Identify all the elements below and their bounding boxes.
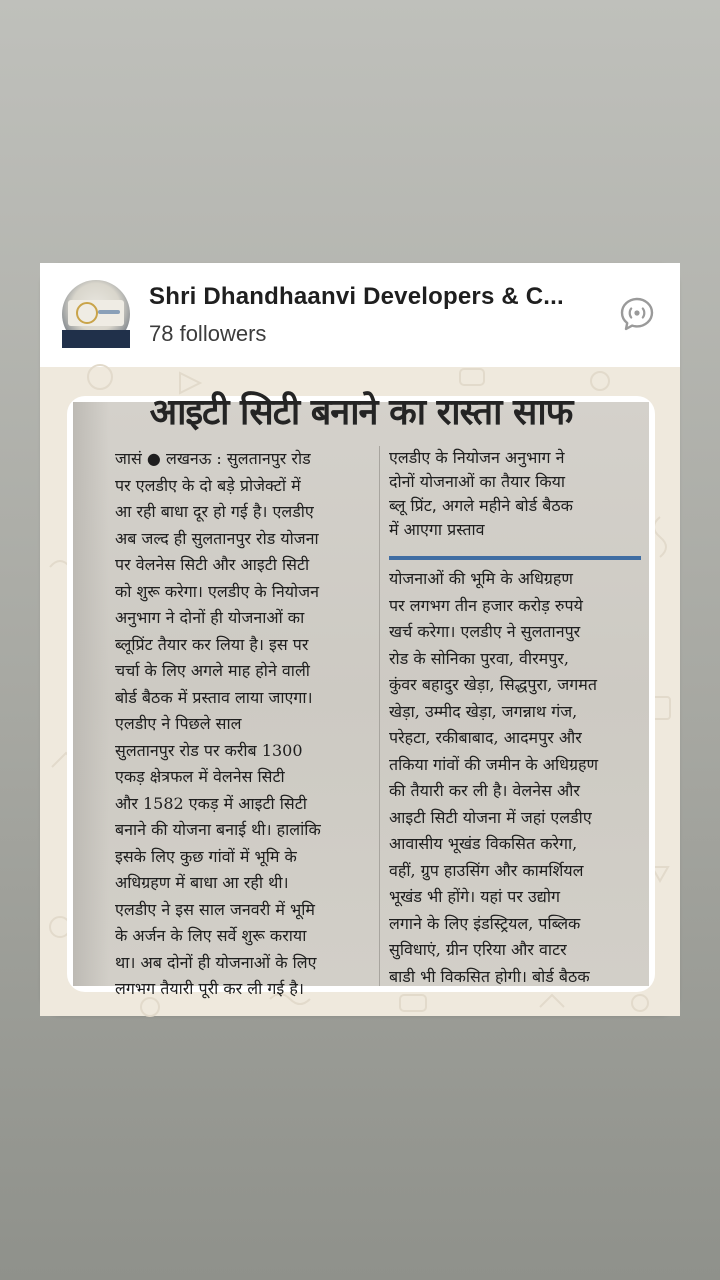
right-line: भूखंड भी होंगे। यहां पर उद्योग (389, 887, 560, 906)
left-line: सुलतानपुर रोड पर करीब 1300 (115, 740, 303, 760)
right-line: वहीं, ग्रुप हाउसिंग और कामर्शियल (389, 860, 584, 880)
left-line: था। अब दोनों ही योजनाओं के लिए (115, 952, 317, 972)
left-line: को शुरू करेगा। एलडीए के नियोजन (115, 581, 319, 601)
left-line: ब्लूप्रिंट तैयार कर लिया है। इस पर (115, 634, 309, 654)
left-line: और 1582 एकड़ में आइटी सिटी (115, 793, 307, 813)
right-line: योजनाओं की भूमि के अधिग्रहण (389, 569, 573, 588)
right-line: कुंवर बहादुर खेड़ा, सिद्धपुरा, जगमत (389, 675, 597, 694)
left-line: पर एलडीए के दो बड़े प्रोजेक्टों में (115, 475, 301, 495)
left-line: बोर्ड बैठक में प्रस्ताव लाया जाएगा। (115, 687, 313, 707)
channel-avatar[interactable] (62, 280, 130, 348)
column-divider (379, 446, 380, 986)
right-line: परेहटा, रकीबाबाद, आदमपुर और (389, 728, 582, 747)
blurb-line: ब्लू प्रिंट, अगले महीने बोर्ड बैठक (389, 496, 573, 515)
right-line: खेड़ा, उम्मीद खेड़ा, जगन्नाथ गंज, (389, 701, 578, 721)
right-line: आइटी सिटी योजना में जहां एलडीए (389, 807, 592, 827)
left-line: अनुभाग ने दोनों ही योजनाओं का (115, 608, 305, 627)
left-line: एकड़ क्षेत्रफल में वेलनेस सिटी (115, 767, 285, 786)
right-line: खर्च करेगा। एलडीए ने सुलतानपुर (389, 622, 581, 641)
right-line: सुविधाएं, ग्रीन एरिया और वाटर (389, 940, 567, 959)
blurb-line: एलडीए के नियोजन अनुभाग ने (389, 448, 565, 467)
channel-name[interactable]: Shri Dhandhaanvi Developers & C... (149, 283, 564, 310)
newspaper-clipping (73, 391, 649, 998)
channel-header[interactable] (40, 263, 680, 367)
left-line: इसके लिए कुछ गांवों में भूमि के (115, 846, 297, 866)
left-line: एलडीए ने पिछले साल (115, 714, 242, 733)
left-line: बनाने की योजना बनाई थी। हालांकि (115, 820, 321, 839)
right-line: लगाने के लिए इंडस्ट्रियल, पब्लिक (389, 913, 581, 933)
paper-shadow-edge (73, 402, 109, 986)
post-content-area (40, 367, 680, 1016)
logo-text-mark (98, 310, 120, 314)
right-line: रोड के सोनिका पुरवा, वीरमपुर, (389, 648, 569, 668)
right-line: तकिया गांवों की जमीन के अधिग्रहण (389, 754, 599, 774)
left-line: अब जल्द ही सुलतानपुर रोड योजना (115, 528, 319, 548)
left-line: पर वेलनेस सिटी और आइटी सिटी (115, 555, 310, 574)
blurb-rule (389, 556, 641, 560)
newspaper-image-frame[interactable] (67, 391, 655, 998)
left-line: के अर्जन के लिए सर्वे शुरू कराया (115, 926, 307, 945)
right-line: पर लगभग तीन हजार करोड़ रुपये (389, 595, 583, 615)
channel-post-card (40, 263, 680, 1016)
left-line: जासं ● लखनऊ : सुलतानपुर रोड (115, 449, 311, 468)
right-line: बाडी भी विकसित होगी। बोर्ड बैठक (389, 966, 590, 986)
newspaper-headline: आइटी सिटी बनाने का रास्ता साफ (149, 391, 573, 433)
follower-count: 78 followers (149, 321, 267, 346)
left-line: लगभग तैयारी पूरी कर ली गई है। (115, 979, 304, 998)
blurb-line: में आएगा प्रस्ताव (389, 520, 485, 539)
right-column (389, 446, 641, 990)
right-line: आवासीय भूखंड विकसित करेगा, (389, 834, 578, 853)
avatar-bottom (62, 330, 130, 348)
highlight-blurb (389, 446, 641, 542)
left-column (115, 446, 372, 1003)
right-line: की तैयारी कर ली है। वेलनेस और (389, 781, 580, 800)
blurb-line: दोनों योजनाओं का तैयार किया (389, 472, 566, 491)
left-line: एलडीए ने इस साल जनवरी में भूमि (115, 899, 315, 919)
left-line: चर्चा के लिए अगले माह होने वाली (115, 661, 310, 680)
left-line: अधिग्रहण में बाधा आ रही थी। (115, 873, 289, 892)
logo-mark-icon (76, 302, 98, 324)
left-line: आ रही बाधा दूर हो गई है। एलडीए (115, 502, 314, 521)
channel-chat-icon[interactable] (618, 295, 656, 333)
